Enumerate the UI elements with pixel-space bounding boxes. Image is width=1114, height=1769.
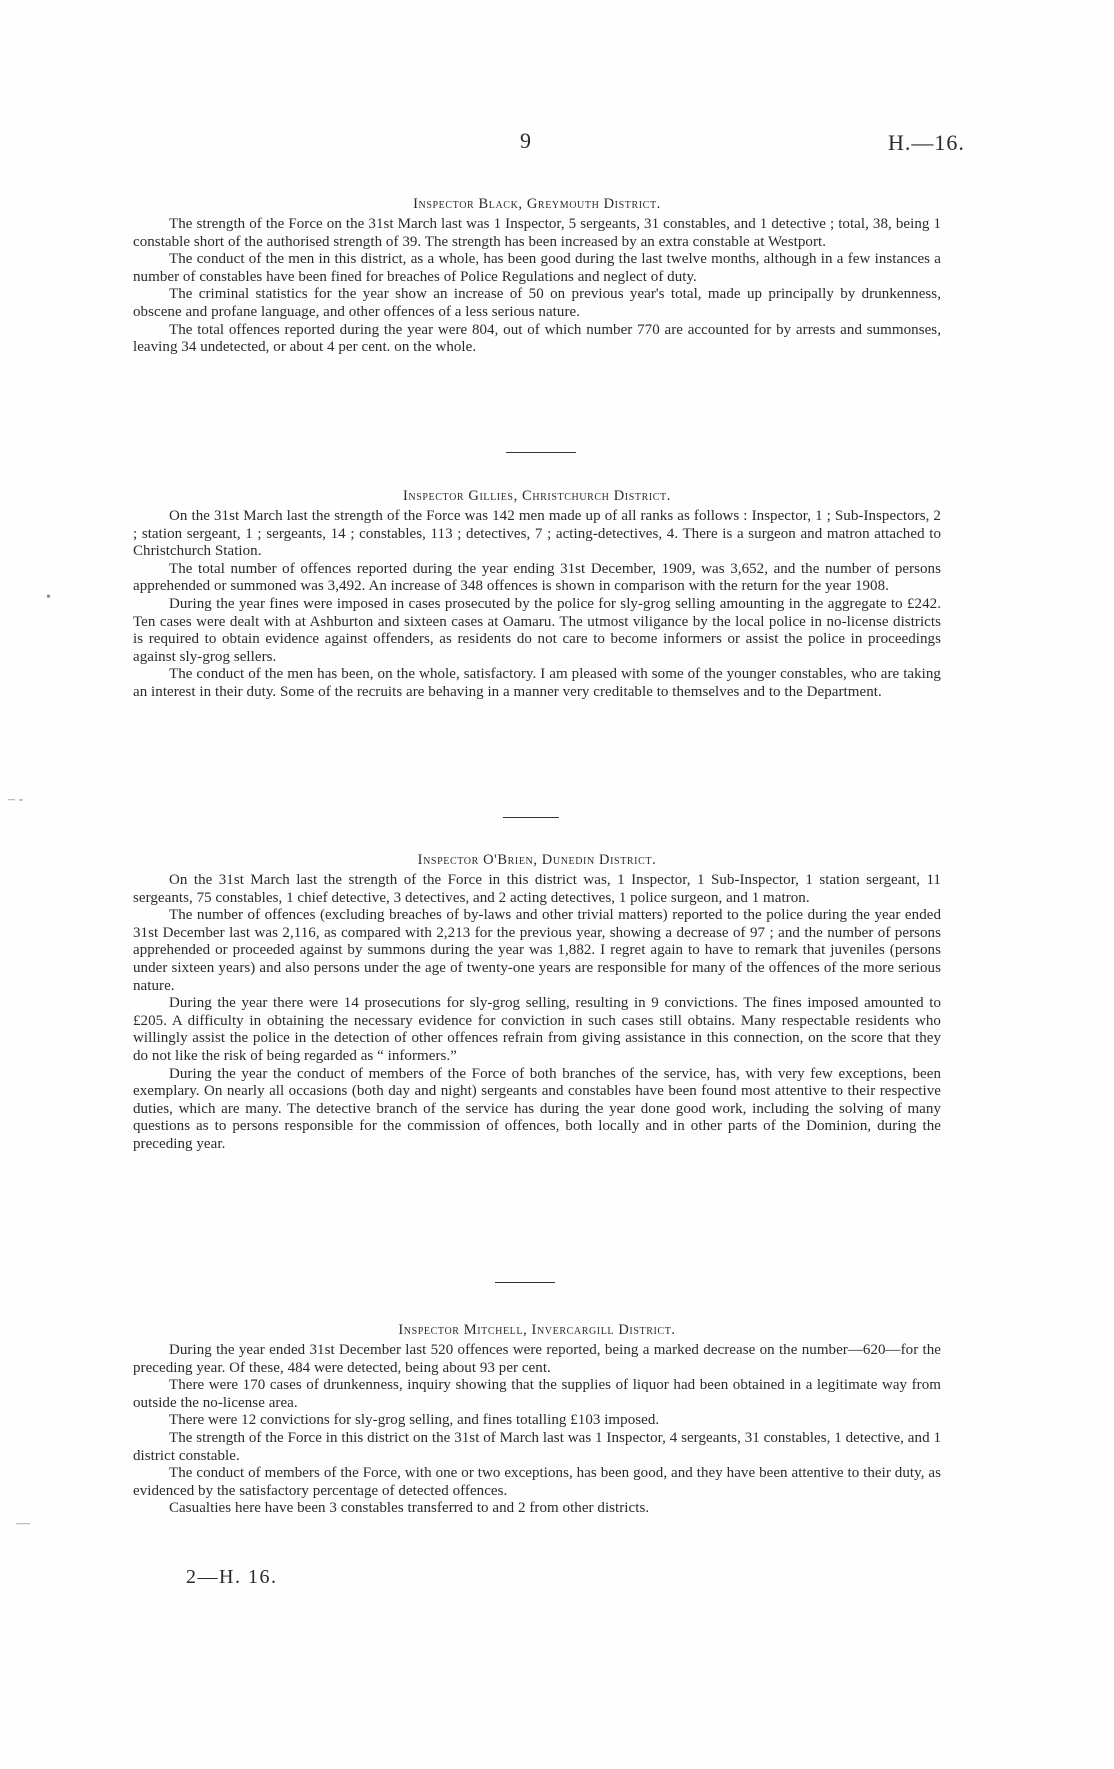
paragraph: The strength of the Force on the 31st March last was 1 Inspector, 5 sergeants, 31 constables, and 1 detective ; total, 38, being 1 constable short of the authorised strength of 39. The strength has been increased by an extra constable at Westport.	[133, 216, 941, 250]
paragraph: The conduct of members of the Force, with one or two exceptions, has been good, and they have been attentive to their duty, as evidenced by the satisfactory percentage of detected offences.	[133, 1465, 941, 1499]
section-dunedin	[133, 850, 941, 1154]
scan-mark: —	[16, 1516, 30, 1531]
paragraph: The number of offences (excluding breaches of by-laws and other trivial matters) reported to the police during the year ended 31st December last was 2,116, as compared with 2,213 for the previous year, showing a decrease of 97 ; and the number of persons apprehended or proceeded against by summons during the year was 1,882. I regret again to have to remark that juveniles (persons under sixteen years) and also persons under the age of twenty-one years are responsible for many of the offences of the more serious nature.	[133, 907, 941, 994]
section-divider	[495, 1282, 555, 1283]
section-heading: Inspector O'Brien, Dunedin District.	[417, 852, 657, 868]
paragraph: The criminal statistics for the year show an increase of 50 on previous year's total, made up principally by drunkenness, obscene and profane language, and other offences of a less serious nature.	[133, 286, 941, 320]
document-reference: H.—16.	[888, 130, 965, 155]
paragraph: During the year there were 14 prosecutions for sly-grog selling, resulting in 9 convictions. The fines imposed amounted to £205. A difficulty in obtaining the necessary evidence for conviction in such cases still obtains. Many respectable residents who willingly assist the police in the detection of other offences refrain from giving assistance in this connection, on the score that they do not like the risk of being regarded as “ informers.”	[133, 995, 941, 1064]
section-heading: Inspector Black, Greymouth District.	[413, 196, 661, 212]
section-christchurch	[133, 486, 941, 702]
paragraph: There were 12 convictions for sly-grog selling, and fines totalling £103 imposed.	[169, 1412, 660, 1429]
scan-mark: – -	[8, 792, 24, 807]
section-divider	[503, 817, 559, 818]
section-greymouth	[133, 194, 941, 357]
signature-mark: 2—H. 16.	[186, 1566, 278, 1588]
section-heading: Inspector Gillies, Christchurch District.	[402, 488, 671, 504]
paragraph: The conduct of the men has been, on the whole, satisfactory. I am pleased with some of the younger constables, who are taking an interest in their duty. Some of the recruits are behaving in a manner very creditable to themselves and to the Department.	[133, 666, 941, 700]
paragraph: On the 31st March last the strength of the Force in this district was, 1 Inspector, 1 Sub-Inspector, 1 station sergeant, 11 sergeants, 75 constables, 1 chief detective, 3 detectives, and 2 acting detectives, 1 police surgeon, and 1 matron.	[133, 872, 941, 906]
page-number: 9	[520, 128, 532, 153]
section-heading: Inspector Mitchell, Invercargill District.	[398, 1322, 676, 1338]
paragraph: The total offences reported during the year were 804, out of which number 770 are accounted for by arrests and summonses, leaving 34 undetected, or about 4 per cent. on the whole.	[133, 321, 941, 356]
section-divider	[506, 452, 576, 453]
paragraph: There were 170 cases of drunkenness, inquiry showing that the supplies of liquor had been obtained in a legitimate way from outside the no-license area.	[133, 1377, 941, 1411]
paragraph: During the year the conduct of members of the Force of both branches of the service, has, with very few exceptions, been exemplary. On nearly all occasions (both day and night) sergeants and constables have been found most attentive to their respective duties, which are many. The detective branch of the service has during the year done good work, including the solving of many questions as to persons responsible for the commission of offences, both locally and in other parts of the Dominion, during the preceding year.	[133, 1065, 941, 1152]
paragraph: The strength of the Force in this district on the 31st of March last was 1 Inspector, 4 sergeants, 31 constables, 1 detective, and 1 district constable.	[133, 1429, 941, 1464]
paragraph: During the year ended 31st December last 520 offences were reported, being a marked decrease on the number—620—for the preceding year. Of these, 484 were detected, being about 93 per cent.	[133, 1342, 941, 1376]
paragraph: During the year fines were imposed in cases prosecuted by the police for sly-grog selling amounting in the aggregate to £242. Ten cases were dealt with at Ashburton and sixteen cases at Oamaru. The utmost viligance by the local police in no-license districts is required to obtain evidence against offenders, as residents do not care to become informers or assist the police in proceedings against sly-grog sellers.	[133, 595, 941, 665]
section-invercargill	[133, 1320, 941, 1518]
paragraph: Casualties here have been 3 constables transferred to and 2 from other districts.	[169, 1500, 650, 1517]
paragraph: The total number of offences reported during the year ending 31st December, 1909, was 3,652, and the number of persons apprehended or summoned was 3,492. An increase of 348 offences is shown in comparison with the return for the year 1908.	[133, 560, 941, 595]
paragraph: The conduct of the men in this district, as a whole, has been good during the last twelve months, although in a few instances a number of constables have been fined for breaches of Police Regulations and neglect of duty.	[133, 251, 941, 285]
scan-mark: •	[46, 590, 51, 605]
paragraph: On the 31st March last the strength of the Force was 142 men made up of all ranks as follows : Inspector, 1 ; Sub-Inspectors, 2 ; station sergeant, 1 ; sergeants, 14 ; constables, 113 ; detectives, 7 ; acting-detectives, 4. There is a surgeon and matron attached to Christchurch Station.	[133, 508, 941, 560]
